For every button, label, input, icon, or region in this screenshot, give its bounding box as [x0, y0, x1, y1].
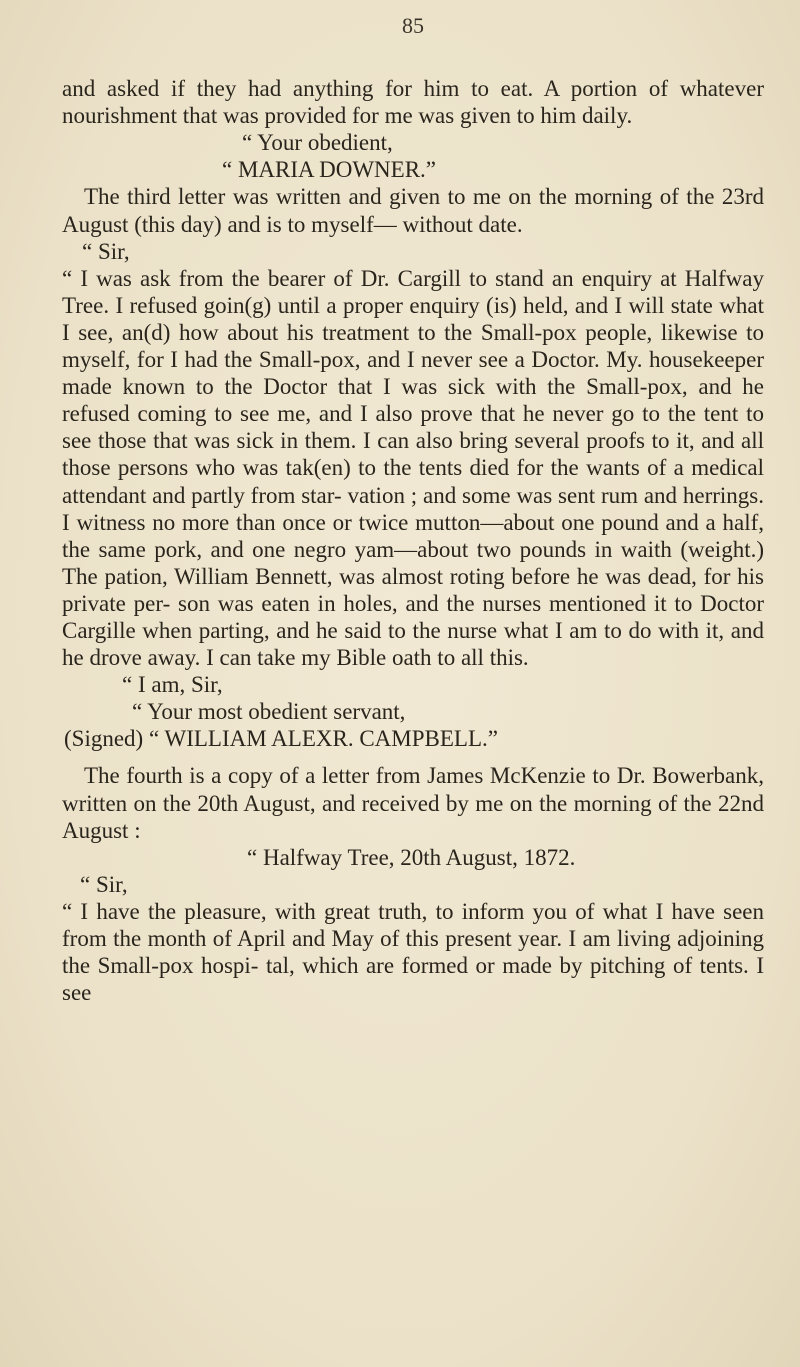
paragraph-fourth-letter-intro: The fourth is a copy of a letter from James McKenzie to Dr. Bowerbank, written on the 20th August, and received by me on the morning of the 22nd August :: [62, 763, 764, 843]
closing-i-am-sir: “ I am, Sir,: [122, 672, 223, 698]
closing-your-obedient: “ Your obedient,: [242, 130, 393, 156]
paragraph-fourth-letter-body: “ I have the pleasure, with great truth, to inform you of what I have seen from the month of April and May of this present year. I am living adjoining the Small-pox hospi- tal, which are formed or made by pitching of tents. I see: [62, 898, 764, 1006]
letter-date-line: “ Halfway Tree, 20th August, 1872.: [247, 844, 576, 870]
page-body: [62, 12, 764, 1006]
closing-most-obedient-servant: “ Your most obedient servant,: [132, 699, 406, 725]
paragraph-third-letter-body: “ I was ask from the bearer of Dr. Cargill to stand an enquiry at Halfway Tree. I refused goin(g) until a proper enquiry (is) held, and I will state what I see, an(d) how about his treatment to the Small-pox people, likewise to myself, for I had the Small-pox, and I never see a Doctor. My. housekeeper made known to the Doctor that I was sick with the Small-pox, and he refused coming to see me, and I also prove that he never go to the tent to see those that was sick in them. I can also bring several proofs to it, and all those persons who was tak(en) to the tents died for the wants of a medical attendant and partly from star- vation ; and some was sent rum and herrings. I witness no more than once or twice mutton—about one pound and a half, the same pork, and one negro yam—about two pounds in waith (weight.) The pation, William Bennett, was almost roting before he was dead, for his private per- son was eaten in holes, and the nurses mentioned it to Doctor Cargille when parting, and he said to the nurse what I am to do with it, and he drove away. I can take my Bible oath to all this.: [62, 265, 764, 671]
page-number: 85: [402, 13, 424, 38]
signature-william-campbell: (Signed) “ WILLIAM ALEXR. CAMPBELL.”: [64, 726, 498, 752]
signature-maria-downer: “ MARIA DOWNER.”: [222, 157, 436, 183]
paragraph-letter-two-end: and asked if they had anything for him to eat. A portion of whatever nourishment that was provided for me was given to him daily.: [62, 76, 764, 129]
paragraph-third-letter-intro: The third letter was written and given to me on the morning of the 23rd August (this day) and is to myself— without date.: [62, 184, 764, 237]
salutation-sir: “ Sir,: [82, 238, 130, 264]
salutation-sir-second: “ Sir,: [80, 871, 128, 897]
